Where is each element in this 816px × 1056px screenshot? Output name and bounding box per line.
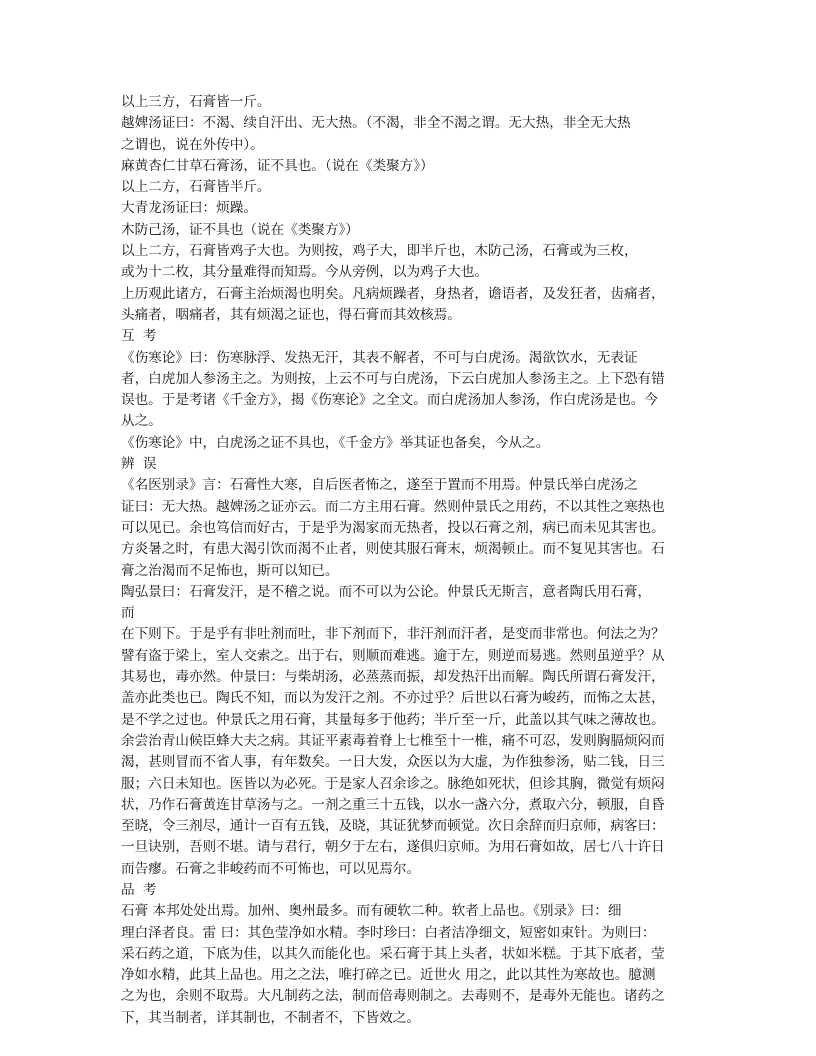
section-heading: 辨 误 — [121, 456, 159, 473]
text-line: 服；六日未知也。医皆以为必死。于是家人召余诊之。脉绝如死状，但诊其胸，微觉有烦闷 — [121, 775, 665, 792]
document-page — [121, 92, 687, 1029]
text-line: 证曰：无大热。越婢汤之证亦云。而二方主用石膏。然则仲景氏之用药，不以其性之寒热也 — [121, 498, 665, 515]
text-line: 可以见已。余也笃信而好古，于是乎为渴家而无热者，投以石膏之剂，病已而未见其害也。 — [121, 519, 665, 536]
section-heading: 互 考 — [121, 328, 159, 345]
text-line: 以上二方，石膏皆半斤。 — [121, 179, 271, 196]
text-line: 以上二方，石膏皆鸡子大也。为则按，鸡子大，即半斤也，木防己汤，石膏或为三枚， — [121, 243, 638, 260]
text-line: 者，白虎加人参汤主之。为则按，上云不可与白虎汤，下云白虎加人参汤主之。上下恐有错 — [121, 370, 665, 387]
text-line: 是不学之过也。仲景氏之用石膏，其量每多于他药；半斤至一斤，此盖以其气味之薄故也。 — [121, 711, 665, 728]
text-line: 以上三方，石膏皆一斤。 — [121, 94, 271, 110]
text-line: 陶弘景曰：石膏发汗，是不稽之说。而不可以为公论。仲景氏无斯言，意者陶氏用石膏， — [121, 583, 652, 600]
text-line: 盖亦此类也已。陶氏不知，而以为发汗之剂。不亦过乎？后世以石膏为峻药，而怖之太甚， — [121, 690, 665, 707]
text-line: 在下则下。于是乎有非吐剂而吐，非下剂而下，非汗剂而汗者，是变而非常也。何法之为？ — [121, 626, 665, 643]
text-line: 一旦诀别，吾则不堪。请与君行，朝夕于左右，遂俱归京师。为用石膏如故，居七八十许日 — [121, 839, 665, 856]
text-line: 譬有盗于梁上，室人交索之。出于右，则顺而难逃。逾于左，则逆而易逃。然则虽逆乎？从 — [121, 647, 665, 664]
text-line: 越婢汤证曰：不渴、续自汗出、无大热。（不渴，非全不渴之谓。无大热，非全无大热 — [121, 115, 631, 132]
text-line: 下，其当制者，详其制也，不制者不，下皆效之。 — [121, 1009, 421, 1026]
text-line: 状，乃作石膏黄连甘草汤与之。一剂之重三十五钱，以水一盏六分，煮取六分，顿服，自昏 — [121, 796, 665, 813]
text-line: 至晓，令三剂尽，通计一百有五钱，及晓，其证犹梦而顿觉。次日余辞而归京师，病客曰： — [121, 818, 665, 835]
text-line: 之为也，余则不取焉。大凡制药之法，制而倍毒则制之。去毒则不，是毒外无能也。诸药之 — [121, 988, 665, 1005]
text-line: 上历观此诸方，石膏主治烦渴也明矣。凡病烦躁者，身热者，谵语者，及发狂者，齿痛者， — [121, 285, 665, 302]
text-line: 理白泽者良。雷 曰：其色莹净如水精。李时珍曰：白者洁净细文，短密如束针。为则曰： — [121, 924, 656, 941]
text-line: 净如水精，此其上品也。用之之法，唯打碎之已。近世火 用之，此以其性为寒故也。臆测 — [121, 967, 656, 984]
text-line: 大青龙汤证曰：烦躁。 — [121, 200, 257, 217]
text-line: 渴，甚则冒而不省人事，有年数矣。一日大发，众医以为大虚，为作独参汤，贴二钱，日三 — [121, 754, 665, 771]
text-line: 石膏 本邦处处出焉。加州、奥州最多。而有硬软二种。软者上品也。《别录》曰：细 — [121, 903, 622, 920]
text-line: 麻黄杏仁甘草石膏汤，证不具也。（说在《类聚方》） — [121, 157, 434, 174]
text-line: 膏之治渴而不足怖也，斯可以知已。 — [121, 562, 339, 579]
text-line: 其易也，毒亦然。仲景曰：与柴胡汤，必蒸蒸而振，却发热汗出而解。陶氏所谓石膏发汗， — [121, 669, 665, 686]
text-line: 采石药之道，下底为佳，以其久而能化也。采石膏于其上头者，状如米糕。于其下底者，莹 — [121, 945, 665, 962]
text-line: 《伤寒论》曰：伤寒脉浮、发热无汗，其表不解者，不可与白虎汤。渴欲饮水，无表证 — [121, 349, 638, 366]
text-line: 从之。 — [121, 413, 162, 430]
text-line: 方炎暑之时，有患大渴引饮而渴不止者，则使其服石膏末，烦渴顿止。而不复见其害也。石 — [121, 541, 665, 558]
text-line: 或为十二枚，其分量难得而知焉。今从旁例，以为鸡子大也。 — [121, 264, 489, 281]
text-line: 之谓也，说在外传中）。 — [121, 136, 264, 153]
text-line: 《伤寒论》中，白虎汤之证不具也，《千金方》举其证也备矣，今从之。 — [121, 434, 550, 451]
text-line: 木防己汤，证不具也（说在《类聚方》） — [121, 221, 359, 238]
section-heading: 品 考 — [121, 881, 159, 898]
text-line: 误也。于是考诸《千金方》，揭《伤寒论》之全文。而白虎汤加人参汤，作白虎汤是也。今 — [121, 392, 658, 409]
text-line: 而告瘳。石膏之非峻药而不可怖也，可以见焉尔。 — [121, 860, 421, 877]
text-line: 头痛者，咽痛者，其有烦渴之证也，得石膏而其效核焉。 — [121, 306, 461, 323]
text-line: 余尝治青山候臣蜂大夫之病。其证平素毒着脊上七椎至十一椎，痛不可忍，发则胸膈烦闷而 — [121, 732, 665, 749]
text-line: 《名医别录》言：石膏性大寒，自后医者怖之，遂至于置而不用焉。仲景氏举白虎汤之 — [121, 477, 638, 494]
text-line: 而 — [121, 605, 135, 622]
